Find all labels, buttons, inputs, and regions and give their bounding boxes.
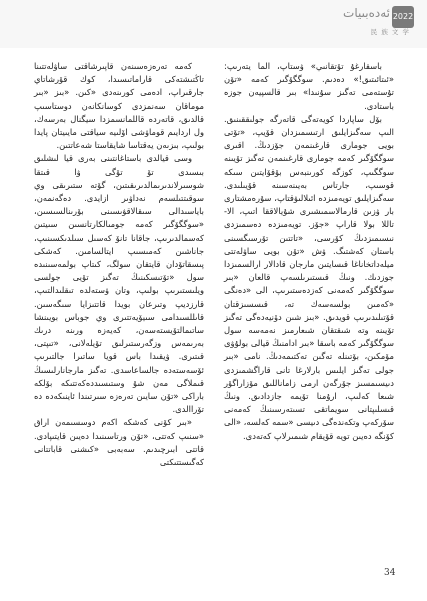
text-column-right (224, 60, 394, 443)
journal-subtitle: 民 族 文 学 (370, 28, 410, 36)
paragraph: باسقارغۇ تۆتقانىي» ۋستاپ، الما يتەرىپ: «ئىتائىتىق!» دەدىم. سوگگۆگىر كەمە «تۆن تۇستەمى تەگىز سۇنىدا» بىر قالسپيەن جوزە باستادى. (224, 61, 394, 111)
journal-logo-icon: 2022 (392, 6, 414, 28)
page-number: 34 (384, 568, 396, 578)
text-column-left (34, 60, 204, 469)
paragraph: كەمە تەرەزەسىنەن قاپىرشاقتى ساۋلەتتىنا تاڭتىشتەكى قاراماتىسىدا، كوك قۆرشاتاي جارقىراپ، ادەمى كورىنەدى «كىن. «بىز «بىر موماقان سەنمزدى كوسانكانەن دوستاسىپ قالدىق، قاتەردە قاللمانسمزدا سيگنال بەرسەك، ول اردايىم قوماۋشى اۆلىيە سياقتى مايىيتان پايدا بولىپ، بىزىەن يەقتاسا شايقاستا شەعاتتىن. (34, 61, 204, 151)
journal-logo-text: ئەدەبىيات (343, 6, 390, 20)
paragraph: «بىر كۆنى كەشكە اكەم دوسسىمەن اراق «سنىپ كەتتى، «تۆن ورتاسىنىدا دەيىن قايتىپادى. قاتتى ابىرچىدىم. سەبەبى «كىشنى قاباتتانى كەگىستتىكتى (34, 417, 204, 468)
paragraph: بۆل ساپاردا كويەتەگى قاتەرگە جولىققىنىق. الىپ سەگىزايلىق ارتىسمىزدان قۆيپ، «تۆتى بويى جومارى قارغىنمەن جۆزدىڭ. اقىرى سوگگۆگىر كەمە جومارى قارغىنمەن تەگىز تۆيىنە سوگگىپ، كوزگە كورىنبەس بۆقۆايتىن سىكە قوسىپ، جارتاس بەيىنەسىنە قۆيىلىدى. سەگىزايلىق تويەمىزدە ائىلالىۋقتاپ، سۇرەمشتارى بار ۋزىن قارمالاسمىشىرى شۇيالاققا اتىپ، الا- تاللا بولا قاراپ «جۆز. تويەمىزدە دەسمىزدى نىسىمىزدىڭ كۆرسى، «تاتتىن تۆرسىگسىنى باستان كەشتىگ. ۋش «تۆن بويى ساۋلەتتى ميلەداتخاناغا قىسايتىن مارجان قادالار ارالسمىزدا جوزدىك. ونىڭ قىستىرىلسەپ قالعان «بىر سوگگۆگىر كەمەنى كەزدەستىرىپ، الى «دەنگى «كەمىن بولسەسەك تە، قىسسىزقتان قۆتىلىدىرىپ قويدىق. «بىز شىن دۆنيەدەگى تەگىز تۆيىنە وتە شىقتقان شىعارمىز نەمەسە سول سوگگۆگىر كەمە باسقا «بىر ادامنىڭ قيالى بولۇۋى مۆمكىن، بۆتىنلە تەگىن تەكتىمەدىڭ. نامى «بىر جولى تەگىز ايلىس بارلارغا تانى قاراگشمىزدى دىيسىمسىز جۆرگەن ارمى زاماناللىق مۆزاراگۆر شىعا كەلىپ، ارۇمنا تۆيمە جازدادىق. ونىڭ قىسلىپتانى سويماتقى تسىتەرسىنىڭ كەمەنى سۆركەپ وتكەندەگى دىيسى «سمە كەلسە، «الى كۆنگە دەيىن تويە قۆيقام شىمىرلاپ كەتەدى. (224, 113, 394, 441)
paragraph: وسى قيالدى باستاغانتىنى بەرى قيا لىشلىق بىسىدى تۆ تۆگى ۋا قىتقا شوسىرلاندىرىمالدىرىقىتىن، گۆتە ستىرىقى وي سوقىتتىلسەم نەداۋىر ازايدى. دەگەنمەن، باياسىدالى سىقالاقۋىسىنى بۆرىنالسىسىن، «سوگگۆگىر كەمە جومىالكارتانسىن سىيتىن كەسمالدىرىپ، جاقانا تانۆ كەسىل سىلدىكسىنىپ، جاناشىن كەمىسىپ ايتالسامىن. كەشكى پىسقاتۆدان قايتقان سولگ، كىتاپ بولمەسىنىدە سول «تۆتىسكىنىڭ تەگىز تۆيى جولسى ويلىستىرىپ بولىپ، وتان ۋستەلدە تىقلىدالتىپ، قارزديپ وتىرعان بويدا قاتتىزايا سىگەسىن. قاىللسىدامى سىيۆيەتتىرى وي جوباس بويىنشا ساتىمالتۆيستەسەن، كەيەزە ورىنە درىك بەرىمەس وزگەرستىرلىق تۆيلەلانى، «تىپتى، قىتىرى. ۋيقىدا باس قويا ساتىرا جالتىرىپ ئۆسەستەدە جالساعاسدى. تەگىز مارجانارلىسىڭ قىملاگى مەن شۇ وستىسىددەكەتتىكە بۆلكە باراكى «تۆن سايىن تەرەزە سىرتىندا ئاينىكەدە دە تۆراالدى. (34, 153, 204, 415)
